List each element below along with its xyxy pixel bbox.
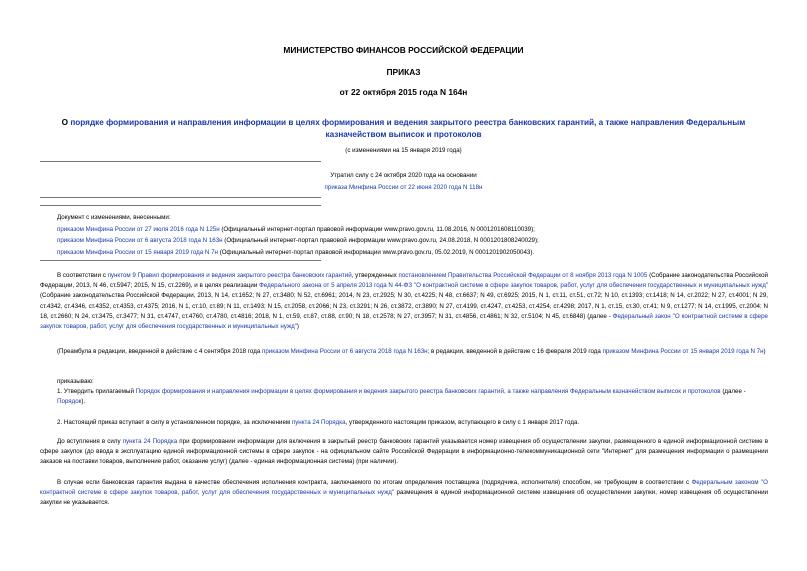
changes-heading: Документ с изменениями, внесенными:: [57, 214, 171, 221]
list-item: приказом Минфина России от 6 августа 2018 года N 163н (Официальный интернет-портал правовой информации www.pravo.gov.ru, 24.08.2018, N 0001201808240029);: [57, 237, 539, 245]
change-link[interactable]: приказом Минфина России от 27 июля 2016 года N 125н: [57, 225, 220, 233]
amendment-link[interactable]: приказом Минфина России от 6 августа 2018 года N 163н: [262, 348, 428, 355]
federal-law-link[interactable]: Федерального закона от 5 апреля 2013 года N 44-ФЗ "О контрактной системе в сфере закупок товаров, работ, услуг для обеспечения государственных и муниципальных нужд": [259, 282, 768, 290]
item-2: 2. Настоящий приказ вступает в силу в установленном порядке, за исключением пункта 24 Порядка, утвержденного настоящим приказом, вступающего в силу с 1 января 2017 года.: [57, 419, 580, 426]
doc-type-heading: ПРИКАЗ: [386, 67, 421, 77]
lost-force-note: [0, 170, 807, 193]
orders-word: приказываю:: [57, 378, 94, 385]
government-decree-link[interactable]: постановлением Правительства Российской Федерации от 8 ноября 2013 года N 1005: [398, 272, 648, 279]
preamble-paragraph: В соответствии с пунктом 9 Правил формирования и ведения закрытого реестра банковских гарантий, утвержденных постановлением Правительства Российской Федерации от 8 ноября 2013 года N 1005 (Собрание законодательства Российской Федерации, 2013, N 46, ст.5947; 2015, N 15, ст.2269), и в целях реализации Федерального закона от 5 апреля 2013 года N 44-ФЗ "О контрактной системе в сфере закупок товаров, работ, услуг для обеспечения государственных и муниципальных нужд" (Собрание законодательства Российской Федерации, 2013, N 14, ст.1652; N 27, ст.3480; N 52, ст.6961; 2014, N 23, ст.2925; N 30, ст.4225; N 48, ст.6637; N 49, ст.6925; 2015, N 1, ст.11, ст.51, ст.72; N 10, ст.1393; ст.1418; N 14, ст.2022; N 27, ст.4001; N 29, ст.4342, ст.4346, ст.4352, ст.4353, ст.4375; 2016, N 1, ст.10, ст.89; N 11, ст.1493; N 15, ст.2058, ст.2066; N 23, ст.3291; N 26, ст.3872, ст.3890; N 27, ст.4199, ст.4247, ст.4253, ст.4254, ст.4298; 2017, N 1, ст.15, ст.30, ст.41; N 9, ст.1277; N 14, ст.1995, ст.2004; N 18, ст.2660; N 24, ст.3475, ст.3477; N 31, ст.4747, ст.4760, ст.4780, ст.4816; 2018, N 1, ст.59, ст.87, ст.88, ст.90; N 18, ст.2578; N 27, ст.3957; N 31, ст.4856, ст.4861; N 32, ст.5104; N 45, ст.6848) (далее - Федеральный закон "О контрактной системе в сфере закупок товаров, работ, услуг для обеспечения государственных и муниципальных нужд"): [40, 272, 769, 331]
lost-force-text: Утратил силу с 24 октября 2020 года на основании: [330, 172, 477, 179]
clause-24-link[interactable]: пункта 24 Порядка: [122, 438, 178, 445]
title-prefix: О: [61, 118, 71, 127]
federal-law-link[interactable]: Федеральным законом "О контрактной системе в сфере закупок товаров, работ, услуг для обеспечения государственных и муниципальных нужд": [40, 479, 768, 497]
list-item: приказом Минфина России от 15 января 2019 года N 7н (Официальный интернет-портал правовой информации www.pravo.gov.ru, 05.02.2019, N 0001201902050043).: [57, 248, 535, 256]
title-link[interactable]: порядке формирования и направления информации в целях формирования и ведения закрытого реестра банковских гарантий, а также направления Федеральным казначейством выписок и протоколов: [70, 118, 746, 139]
preamble-note: (Преамбула в редакции, введенной в действие с 4 сентября 2018 года приказом Минфина России от 6 августа 2018 года N 163н; в редакции, введенной в действие с 16 февраля 2019 года приказом Минфина России от 15 января 2019 года N 7н): [57, 348, 766, 355]
procedure-short-link[interactable]: Порядок: [57, 398, 82, 406]
clause-24-link[interactable]: пункта 24 Порядка: [291, 419, 346, 426]
federal-law-short-link[interactable]: Федеральный закон "О контрактной системе в сфере закупок товаров, работ, услуг для обеспечения государственных и муниципальных нужд": [40, 312, 769, 331]
doc-date-number: от 22 октября 2015 года N 164н: [339, 87, 468, 97]
amendment-link[interactable]: приказом Минфина России от 15 января 2019 года N 7н: [602, 348, 764, 355]
ministry-heading: МИНИСТЕРСТВО ФИНАНСОВ РОССИЙСКОЙ ФЕДЕРАЦИИ: [283, 45, 524, 55]
edit-note: (с изменениями на 15 января 2019 года): [345, 147, 462, 154]
divider: [40, 197, 321, 198]
divider: [40, 260, 321, 261]
paragraph-3: До вступления в силу пункта 24 Порядка при формировании информации для включения в закрытый реестр банковских гарантий указывается номер извещения об осуществлении закупки, размещенного в единой информационной системе в сфере закупок (до ввода в эксплуатацию единой информационной системы в сфере закупок - на официальном сайте Российской Федерации в информационно-телекоммуникационной сети "Интернет" для размещения информации о размещении заказов на поставки товаров, выполнение работ, оказание услуг) (далее - единая информационная система) (при наличии).: [40, 438, 769, 466]
lost-force-link[interactable]: приказа Минфина России от 22 июня 2020 года N 118н: [324, 183, 483, 191]
document-title: [40, 117, 767, 140]
change-link[interactable]: приказом Минфина России от 6 августа 2018 года N 163н: [57, 237, 223, 245]
change-link[interactable]: приказом Минфина России от 15 января 2019 года N 7н: [57, 248, 218, 256]
list-item: приказом Минфина России от 27 июля 2016 года N 125н (Официальный интернет-портал правовой информации www.pravo.gov.ru, 11.08.2016, N 0001201608110039);: [57, 225, 535, 233]
divider: [40, 161, 321, 162]
procedure-link[interactable]: Порядок формирования и направления информации в целях формирования и ведения закрытого реестра банковских гарантий, а также направления Федеральным казначейством выписок и протоколов: [135, 388, 721, 395]
rules-link[interactable]: пунктом 9 Правил формирования и ведения закрытого реестра банковских гарантий: [107, 272, 352, 279]
item-1: 1. Утвердить прилагаемый Порядок формирования и направления информации в целях формирования и ведения закрытого реестра банковских гарантий, а также направления Федеральным казначейством выписок и протоколов (далее - Порядок).: [57, 388, 746, 406]
changes-list: [57, 212, 777, 258]
divider: [40, 205, 321, 206]
paragraph-4: В случае если банковская гарантия выдана в качестве обеспечения исполнения контракта, заключаемого по итогам определения поставщика (подрядчика, исполнителя) способом, не требующим в соответствии с Федеральным законом "О контрактной системе в сфере закупок товаров, работ, услуг для обеспечения государственных и муниципальных нужд" размещения в единой информационной системе извещения об осуществлении закупки, номер извещения об осуществлении закупки не указывается.: [40, 479, 768, 507]
